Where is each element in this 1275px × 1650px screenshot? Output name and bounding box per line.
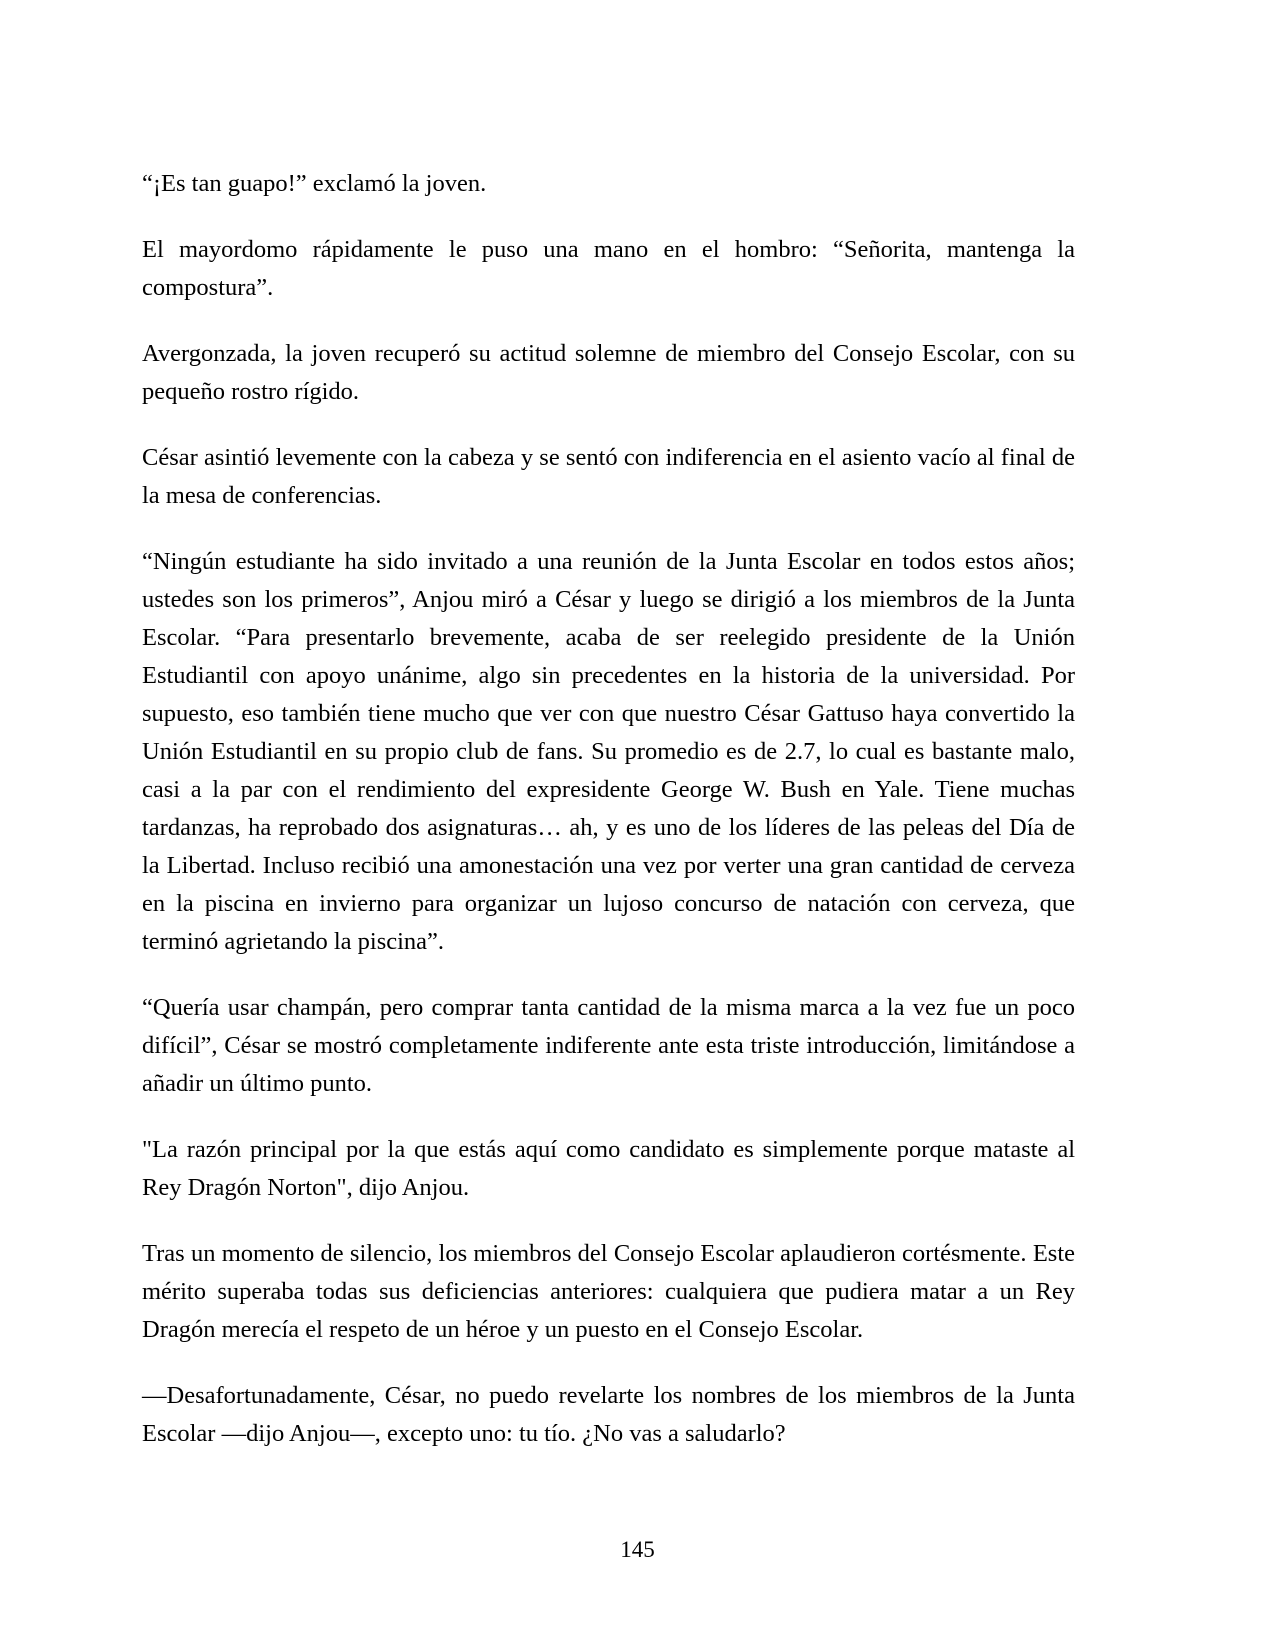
paragraph: Tras un momento de silencio, los miembros del Consejo Escolar aplaudieron cortésmente. Este mérito superaba todas sus deficiencias anteriores: cualquiera que pudiera matar a un Rey Dragón merecía el respeto de un héroe y un puesto en el Consejo Escolar. <box>142 1240 1075 1343</box>
paragraph: "La razón principal por la que estás aquí como candidato es simplemente porque mataste al Rey Dragón Norton", dijo Anjou. <box>142 1136 1075 1201</box>
paragraph: Avergonzada, la joven recuperó su actitud solemne de miembro del Consejo Escolar, con su pequeño rostro rígido. <box>142 340 1075 405</box>
paragraph: —Desafortunadamente, César, no puedo revelarte los nombres de los miembros de la Junta Escolar —dijo Anjou—, excepto uno: tu tío. ¿No vas a saludarlo? <box>142 1382 1075 1447</box>
page-number: 145 <box>620 1537 655 1562</box>
paragraph: “Quería usar champán, pero comprar tanta cantidad de la misma marca a la vez fue un poco difícil”, César se mostró completamente indiferente ante esta triste introducción, limitándose a añadir un último punto. <box>142 994 1075 1097</box>
paragraph: “¡Es tan guapo!” exclamó la joven. <box>142 170 487 197</box>
body-text-block <box>142 165 1075 1453</box>
paragraph: “Ningún estudiante ha sido invitado a una reunión de la Junta Escolar en todos estos años; ustedes son los primeros”, Anjou miró a César y luego se dirigió a los miembros de la Junta Escolar. “Para presentarlo brevemente, acaba de ser reelegido presidente de la Unión Estudiantil con apoyo unánime, algo sin precedentes en la historia de la universidad. Por supuesto, eso también tiene mucho que ver con que nuestro César Gattuso haya convertido la Unión Estudiantil en su propio club de fans. Su promedio es de 2.7, lo cual es bastante malo, casi a la par con el rendimiento del expresidente George W. Bush en Yale. Tiene muchas tardanzas, ha reprobado dos asignaturas… ah, y es uno de los líderes de las peleas del Día de la Libertad. Incluso recibió una amonestación una vez por verter una gran cantidad de cerveza en la piscina en invierno para organizar un lujoso concurso de natación con cerveza, que terminó agrietando la piscina”. <box>142 548 1075 955</box>
paragraph: César asintió levemente con la cabeza y se sentó con indiferencia en el asiento vacío al final de la mesa de conferencias. <box>142 444 1075 509</box>
paragraph: El mayordomo rápidamente le puso una mano en el hombro: “Señorita, mantenga la compostura”. <box>142 236 1075 301</box>
